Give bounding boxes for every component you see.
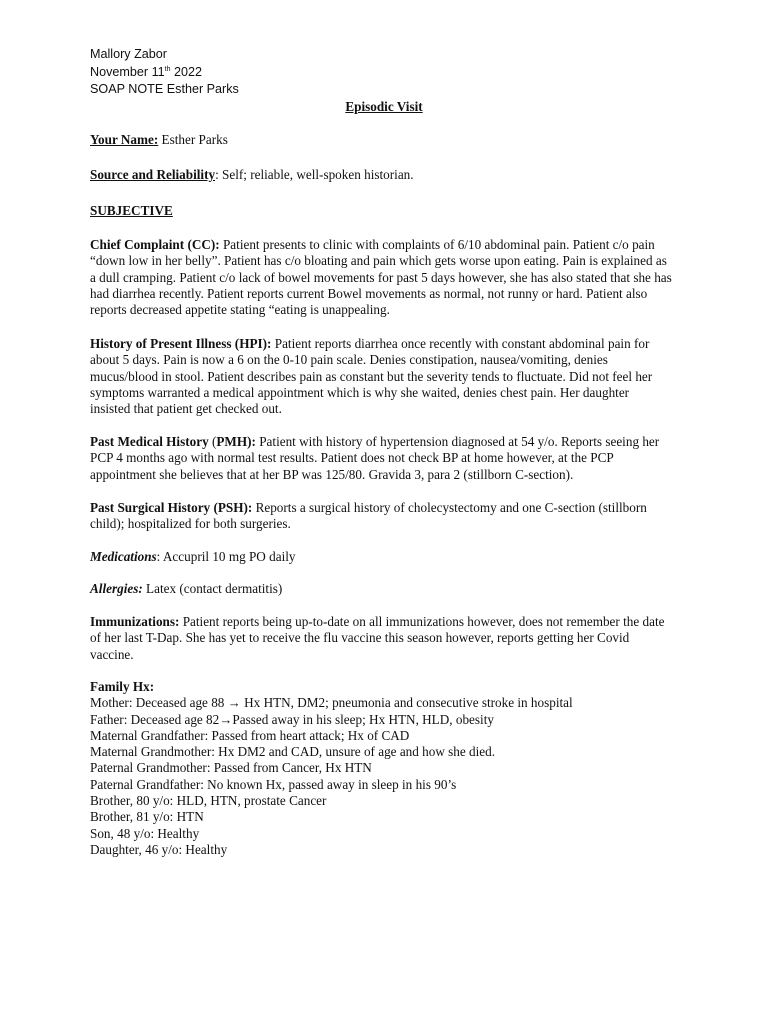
allergies-text: Latex (contact dermatitis) <box>142 581 283 596</box>
family-history-row: Father: Deceased age 82→Passed away in his sleep; Hx HTN, HLD, obesity <box>90 711 494 727</box>
your-name-label: Your Name: <box>90 132 159 147</box>
visit-title: Episodic Visit <box>345 99 423 114</box>
pmh-label-c: PMH): <box>216 434 256 449</box>
pmh-text: Patient with history of hypertension diagnosed at 54 y/o. Reports seeing her PCP 4 months ago with normal test results. Patient does not check BP at home however, at the PCP appointment she believes that at her BP was 125/80. Gravida 3, para 2 (stillborn C-section). <box>90 434 660 482</box>
document-title: SOAP NOTE Esther Parks <box>90 82 239 96</box>
chief-complaint-label: Chief Complaint (CC): <box>90 237 220 252</box>
source-reliability-value: : Self; reliable, well-spoken historian. <box>215 167 414 182</box>
family-history-row: Maternal Grandfather: Passed from heart attack; Hx of CAD <box>90 727 410 743</box>
note-date <box>90 64 239 82</box>
family-history <box>90 679 672 858</box>
family-history-row: Daughter, 46 y/o: Healthy <box>90 841 228 857</box>
psh-paragraph <box>90 500 672 533</box>
chief-complaint-text: Patient presents to clinic with complaints of 6/10 abdominal pain. Patient c/o pain “down low in her belly”. Patient has c/o bloating and pain which gets worse upon eating. Pain is explained as a dull cramping. Patient c/o lack of bowel movements for past 5 days however, she has also stated that she has had diarrhea recently. Patient reports current Bowel movements as normal, not runny or hard. Patient also reports decreased appetite stating “eating is unappealing. <box>90 237 672 318</box>
family-history-heading: Family Hx: <box>90 679 155 694</box>
family-history-row: Brother, 80 y/o: HLD, HTN, prostate Cancer <box>90 793 327 809</box>
family-history-row: Maternal Grandmother: Hx DM2 and CAD, unsure of age and how she died. <box>90 744 496 760</box>
family-history-row: Paternal Grandfather: No known Hx, passed away in sleep in his 90’s <box>90 776 457 792</box>
your-name-value: Esther Parks <box>158 132 228 147</box>
immunizations-paragraph <box>90 614 672 663</box>
your-name-line <box>90 132 672 148</box>
psh-text: Reports a surgical history of cholecystectomy and one C-section (stillborn child); hospitalized for both surgeries. <box>90 500 647 532</box>
medications-label: Medications <box>90 549 157 564</box>
pmh-label-a: Past Medical History <box>90 434 209 449</box>
document-header <box>90 46 239 99</box>
pmh-paragraph <box>90 434 672 483</box>
source-reliability-line <box>90 167 672 183</box>
pmh-label-b: ( <box>208 434 217 449</box>
hpi-text: Patient reports diarrhea once recently with constant abdominal pain for about 5 days. Pain is now a 6 on the 0-10 pain scale. Denies constipation, nausea/vomiting, denies mucus/blood in stool. Patient describes pain as constant but the severity tends to fluctuate. Did not feel her symptoms warranted a medical appointment which is why she waited, denies chest pain. Her daughter insisted that patient get checked out. <box>90 336 653 417</box>
date-prefix: November 11 <box>90 64 165 79</box>
medications-line <box>90 549 672 565</box>
date-ordinal: th <box>164 65 171 73</box>
hpi-paragraph <box>90 336 672 417</box>
date-suffix: 2022 <box>170 64 203 79</box>
hpi-label: History of Present Illness (HPI): <box>90 336 272 351</box>
family-history-row: Mother: Deceased age 88 → Hx HTN, DM2; pneumonia and consecutive stroke in hospital <box>90 695 573 711</box>
psh-label: Past Surgical History (PSH): <box>90 500 253 515</box>
immunizations-label: Immunizations: <box>90 614 180 629</box>
family-history-row: Paternal Grandmother: Passed from Cancer, Hx HTN <box>90 760 372 776</box>
family-history-row: Brother, 81 y/o: HTN <box>90 809 204 825</box>
allergies-label: Allergies: <box>90 581 143 596</box>
family-history-row: Son, 48 y/o: Healthy <box>90 825 200 841</box>
allergies-line <box>90 581 672 597</box>
immunizations-text: Patient reports being up-to-date on all immunizations however, does not remember the date of her last T-Dap. She has yet to receive the flu vaccine this season however, reports getting her Covid vaccine. <box>90 614 665 662</box>
medications-text: : Accupril 10 mg PO daily <box>156 549 296 564</box>
subjective-heading: SUBJECTIVE <box>90 203 173 218</box>
source-reliability-label: Source and Reliability <box>90 167 216 182</box>
author-name: Mallory Zabor <box>90 47 167 61</box>
chief-complaint-paragraph <box>90 237 672 318</box>
